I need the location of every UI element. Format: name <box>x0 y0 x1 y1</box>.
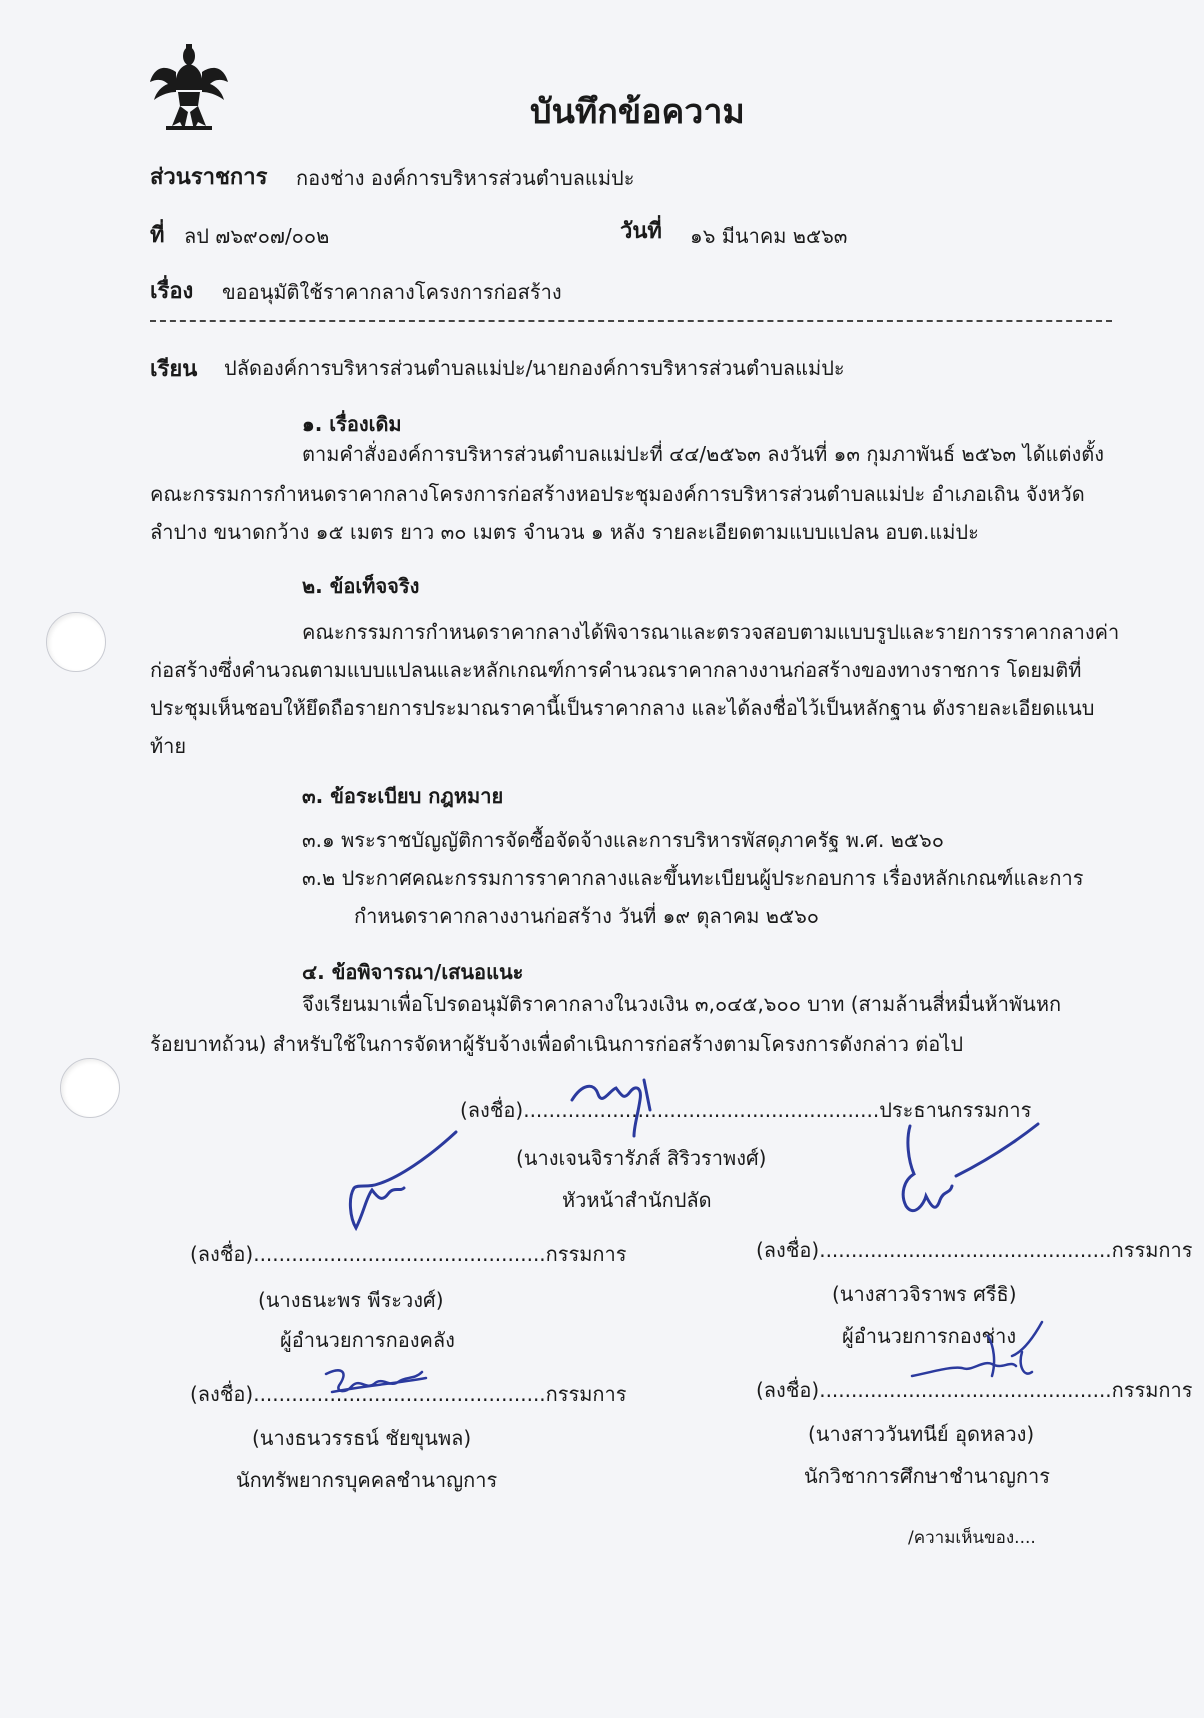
section-4-heading: ๔. ข้อพิจารณา/เสนอแนะ <box>302 960 524 984</box>
agency-value: กองช่าง องค์การบริหารส่วนตำบลแม่ปะ <box>296 166 635 190</box>
signature-member-3-handwritten <box>322 1364 432 1404</box>
signature-member-4-line: (ลงชื่อ)..............................................กรรมการ <box>756 1378 1193 1402</box>
subject-label: เรื่อง <box>150 279 194 304</box>
signature-member-2-position: ผู้อำนวยการกองช่าง <box>842 1324 1017 1348</box>
section-3-line-1: ๓.๑ พระราชบัญญัติการจัดซื้อจัดจ้างและการบริหารพัสดุภาครัฐ พ.ศ. ๒๕๖๐ <box>302 828 944 852</box>
memo-title: บันทึกข้อความ <box>530 92 745 132</box>
signature-chair-position: หัวหน้าสำนักปลัด <box>562 1188 712 1212</box>
signature-member-3-line: (ลงชื่อ)..............................................กรรมการ <box>190 1382 627 1406</box>
signature-chair-line: (ลงชื่อ)........................................................ประธานกรรมการ <box>460 1098 1032 1122</box>
to-label: เรียน <box>150 357 198 382</box>
signature-chair-handwritten <box>568 1070 678 1140</box>
signature-member-3-name: (นางธนวรรธน์ ชัยขุนพล) <box>252 1426 472 1450</box>
agency-label: ส่วนราชการ <box>150 165 268 190</box>
signature-member-1-position: ผู้อำนวยการกองคลัง <box>280 1328 455 1352</box>
punch-hole-bottom <box>60 1058 120 1118</box>
signature-member-1-handwritten <box>338 1128 458 1238</box>
section-2-line-3: ประชุมเห็นชอบให้ยึดถือรายการประมาณราคานี้เป็นราคากลาง และได้ลงชื่อไว้เป็นหลักฐาน ดังรายละเอียดแนบ <box>150 696 1095 720</box>
section-2-line-4: ท้าย <box>150 734 187 758</box>
signature-member-1-line: (ลงชื่อ)..............................................กรรมการ <box>190 1242 627 1266</box>
section-1-line-2: คณะกรรมการกำหนดราคากลางโครงการก่อสร้างหอประชุมองค์การบริหารส่วนตำบลแม่ปะ อำเภอเถิน จังหวัด <box>150 482 1085 506</box>
subject-value: ขออนุมัติใช้ราคากลางโครงการก่อสร้าง <box>222 280 562 304</box>
signature-member-4-position: นักวิชาการศึกษาชำนาญการ <box>804 1464 1050 1488</box>
signature-member-2-line: (ลงชื่อ)..............................................กรรมการ <box>756 1238 1193 1262</box>
signature-chair-name: (นางเจนจิรารัภส์ สิริวราพงศ์) <box>516 1146 767 1170</box>
section-3-heading: ๓. ข้อระเบียบ กฎหมาย <box>302 784 504 808</box>
punch-hole-top <box>46 612 106 672</box>
section-2-line-1: คณะกรรมการกำหนดราคากลางได้พิจารณาและตรวจสอบตามแบบรูปและรายการราคากลางค่า <box>302 620 1120 644</box>
section-4-line-2: ร้อยบาทถ้วน) สำหรับใช้ในการจัดหาผู้รับจ้างเพื่อดำเนินการก่อสร้างตามโครงการดังกล่าว ต่อไป <box>150 1032 964 1056</box>
signature-member-3-position: นักทรัพยากรบุคคลชำนาญการ <box>236 1468 498 1492</box>
ref-value: ลป ๗๖๙๐๗/๐๐๒ <box>184 224 330 248</box>
signature-member-2-name: (นางสาวจิราพร ศรีธิ) <box>832 1282 1017 1306</box>
section-4-line-1: จึงเรียนมาเพื่อโปรดอนุมัติราคากลางในวงเงิน ๓,๐๔๕,๖๐๐ บาท (สามล้านสี่หมื่นห้าพันหก <box>302 992 1062 1016</box>
date-label: วันที่ <box>620 219 662 244</box>
ref-label: ที่ <box>150 223 165 248</box>
section-1-line-3: ลำปาง ขนาดกว้าง ๑๕ เมตร ยาว ๓๐ เมตร จำนวน ๑ หลัง รายละเอียดตามแบบแปลน อบต.แม่ปะ <box>150 520 979 544</box>
signature-member-4-handwritten <box>892 1316 1052 1396</box>
date-value: ๑๖ มีนาคม ๒๕๖๓ <box>690 224 848 248</box>
section-1-line-1: ตามคำสั่งองค์การบริหารส่วนตำบลแม่ปะที่ ๔๔/๒๕๖๓ ลงวันที่ ๑๓ กุมภาพันธ์ ๒๕๖๓ ได้แต่งตั้ง <box>302 442 1105 466</box>
continued-note: /ความเห็นของ.... <box>908 1528 1036 1548</box>
section-2-line-2: ก่อสร้างซึ่งคำนวณตามแบบแปลนและหลักเกณฑ์การคำนวณราคากลางงานก่อสร้างของทางราชการ โดยมติที่ <box>150 658 1082 682</box>
garuda-emblem-icon <box>148 42 230 132</box>
section-3-line-3: กำหนดราคากลางงานก่อสร้าง วันที่ ๑๙ ตุลาคม ๒๕๖๐ <box>354 904 819 928</box>
signature-member-4-name: (นางสาววันทนีย์ อุดหลวง) <box>808 1422 1035 1446</box>
section-1-heading: ๑. เรื่องเดิม <box>302 412 402 436</box>
section-3-line-2: ๓.๒ ประกาศคณะกรรมการราคากลางและขึ้นทะเบียนผู้ประกอบการ เรื่องหลักเกณฑ์และการ <box>302 866 1084 890</box>
signature-member-2-handwritten <box>880 1120 1040 1230</box>
header-divider <box>150 320 1112 322</box>
section-2-heading: ๒. ข้อเท็จจริง <box>302 574 420 598</box>
to-value: ปลัดองค์การบริหารส่วนตำบลแม่ปะ/นายกองค์การบริหารส่วนตำบลแม่ปะ <box>224 356 845 380</box>
signature-member-1-name: (นางธนะพร พีระวงศ์) <box>258 1288 444 1312</box>
